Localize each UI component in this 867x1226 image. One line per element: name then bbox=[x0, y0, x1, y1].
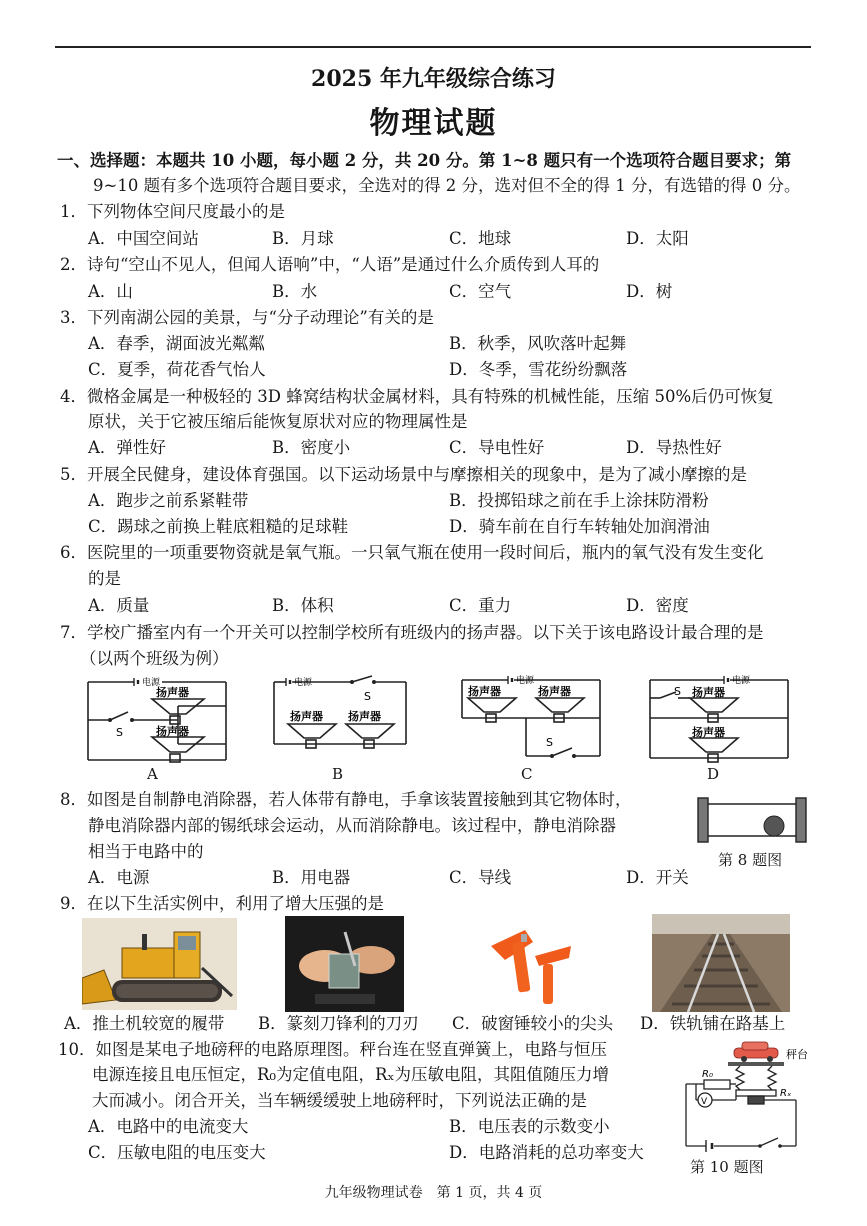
q8-option-c: C．导线 bbox=[449, 868, 512, 887]
exam-subtitle: 物理试题 bbox=[369, 106, 498, 141]
q7-stem: 7．学校广播室内有一个开关可以控制学校所有班级内的扬声器。以下关于该电路设计最合理的是 bbox=[60, 623, 764, 642]
q7b-switch-label: S bbox=[364, 690, 371, 703]
q10-stem-cont-1: 电源连接且电压恒定，R₀为定值电阻，Rₓ为压敏电阻，其阻值随压力增 bbox=[92, 1065, 609, 1084]
q8-figure bbox=[694, 792, 810, 848]
q7a-speaker-label-1: 扬声器 bbox=[156, 686, 189, 699]
q10-r0-label: R₀ bbox=[702, 1069, 713, 1080]
q4-option-d: D．导热性好 bbox=[626, 438, 722, 457]
q9-bulldozer-image bbox=[82, 918, 237, 1010]
q9-railway-track-image bbox=[652, 914, 790, 1012]
q8-figure-caption: 第 8 题图 bbox=[718, 851, 783, 869]
q4-option-c: C．导电性好 bbox=[449, 438, 545, 457]
q2-option-a: A．山 bbox=[88, 282, 133, 301]
q6-option-b: B．体积 bbox=[272, 596, 334, 615]
q7c-speaker-label-1: 扬声器 bbox=[468, 685, 501, 698]
q7-circuit-c bbox=[456, 672, 606, 768]
q7-circuit-b bbox=[268, 674, 413, 768]
q10-option-c: C．压敏电阻的电压变大 bbox=[88, 1143, 266, 1162]
q10-stem-cont-2: 大而减小。闭合开关，当车辆缓缓驶上地磅秤时，下列说法正确的是 bbox=[92, 1091, 587, 1110]
q7c-speaker-label-2: 扬声器 bbox=[538, 685, 571, 698]
q9-carving-knife-image bbox=[285, 916, 404, 1012]
q4-stem-cont: 原状，关于它被压缩后能恢复原状对应的物理属性是 bbox=[88, 412, 468, 431]
q5-option-d: D．骑车前在自行车转轴处加润滑油 bbox=[449, 517, 710, 536]
q8-stem: 8．如图是自制静电消除器，若人体带有静电，手拿该装置接触到其它物体时， bbox=[60, 790, 632, 809]
q7c-power-label: 电源 bbox=[516, 676, 535, 686]
q9-option-b: B．篆刻刀锋利的刀刃 bbox=[258, 1014, 419, 1033]
q10-platform-label: 秤台 bbox=[786, 1048, 808, 1061]
q7d-power-label: 电源 bbox=[732, 676, 751, 686]
q7b-power-label: 电源 bbox=[294, 678, 313, 688]
q7-label-a: A bbox=[147, 765, 158, 783]
q9-stem: 9．在以下生活实例中，利用了增大压强的是 bbox=[60, 894, 384, 913]
q5-option-c: C．踢球之前换上鞋底粗糙的足球鞋 bbox=[88, 517, 349, 536]
q6-stem: 6．医院里的一项重要物资就是氧气瓶。一只氧气瓶在使用一段时间后，瓶内的氧气没有发生变化 bbox=[60, 543, 764, 562]
q6-option-d: D．密度 bbox=[626, 596, 689, 615]
q10-option-a: A．电路中的电流变大 bbox=[88, 1117, 249, 1136]
q6-option-a: A．质量 bbox=[88, 596, 150, 615]
q1-option-b: B．月球 bbox=[272, 229, 334, 248]
exam-title: 2025 年九年级综合练习 bbox=[311, 66, 556, 92]
q5-option-b: B．投掷铅球之前在手上涂抹防滑粉 bbox=[449, 491, 709, 510]
q8-option-b: B．用电器 bbox=[272, 868, 351, 887]
q8-option-d: D．开关 bbox=[626, 868, 689, 887]
q10-stem: 10．如图是某电子地磅秤的电路原理图。秤台连在竖直弹簧上，电路与恒压 bbox=[58, 1040, 607, 1059]
q6-option-c: C．重力 bbox=[449, 596, 512, 615]
q7b-speaker-label-1: 扬声器 bbox=[290, 710, 323, 723]
q2-option-c: C．空气 bbox=[449, 282, 512, 301]
q1-option-d: D．太阳 bbox=[626, 229, 689, 248]
q9-option-d: D．铁轨铺在路基上 bbox=[640, 1014, 786, 1033]
q3-stem: 3．下列南湖公园的美景，与“分子动理论”有关的是 bbox=[60, 308, 434, 327]
q7-circuit-a bbox=[82, 674, 232, 768]
q9-safety-hammer-image bbox=[485, 916, 575, 1010]
section-heading-cont: 9~10 题有多个选项符合题目要求，全选对的得 2 分，选对但不全的得 1 分，有选错的得 0 分。 bbox=[93, 176, 801, 195]
q10-option-b: B．电压表的示数变小 bbox=[449, 1117, 610, 1136]
q7a-power-label: 电源 bbox=[142, 678, 161, 688]
q6-stem-cont: 的是 bbox=[88, 569, 121, 588]
q9-option-c: C．破窗锤较小的尖头 bbox=[452, 1014, 614, 1033]
q10-figure-caption: 第 10 题图 bbox=[690, 1158, 764, 1176]
q10-rx-label: Rₓ bbox=[780, 1088, 792, 1099]
q7a-speaker-label-2: 扬声器 bbox=[156, 725, 189, 738]
q4-stem: 4．微格金属是一种极轻的 3D 蜂窝结构状金属材料，具有特殊的机械性能，压缩 50%后仍可恢复 bbox=[60, 387, 774, 406]
q3-option-b: B．秋季，风吹落叶起舞 bbox=[449, 334, 627, 353]
q8-option-a: A．电源 bbox=[88, 868, 150, 887]
q10-voltmeter-label: V bbox=[701, 1097, 708, 1107]
top-rule bbox=[55, 46, 811, 48]
q10-option-d: D．电路消耗的总功率变大 bbox=[449, 1143, 644, 1162]
q1-stem: 1．下列物体空间尺度最小的是 bbox=[60, 202, 285, 221]
q2-option-b: B．水 bbox=[272, 282, 318, 301]
q2-stem: 2．诗句“空山不见人，但闻人语响”中，“人语”是通过什么介质传到人耳的 bbox=[60, 255, 600, 274]
q8-stem-cont-2: 相当于电路中的 bbox=[88, 842, 204, 861]
q3-option-c: C．夏季，荷花香气怡人 bbox=[88, 360, 266, 379]
q1-option-a: A．中国空间站 bbox=[88, 229, 199, 248]
q8-stem-cont-1: 静电消除器内部的锡纸球会运动，从而消除静电。该过程中，静电消除器 bbox=[88, 816, 616, 835]
q7-label-d: D bbox=[707, 765, 720, 783]
q7-circuit-d bbox=[644, 672, 794, 768]
section-heading: 一、选择题：本题共 10 小题，每小题 2 分，共 20 分。第 1~8 题只有一个选项符合题目要求；第 bbox=[57, 151, 792, 170]
q9-option-a: A．推土机较宽的履带 bbox=[64, 1014, 225, 1033]
q7-label-b: B bbox=[332, 765, 344, 783]
q4-option-b: B．密度小 bbox=[272, 438, 351, 457]
q7-stem-cont: （以两个班级为例） bbox=[80, 649, 229, 668]
q4-option-a: A．弹性好 bbox=[88, 438, 166, 457]
q7-label-c: C bbox=[521, 765, 533, 783]
q7d-speaker-label-2: 扬声器 bbox=[692, 726, 725, 739]
q2-option-d: D．树 bbox=[626, 282, 673, 301]
q3-option-d: D．冬季，雪花纷纷飘落 bbox=[449, 360, 628, 379]
q5-stem: 5．开展全民健身，建设体育强国。以下运动场景中与摩擦相关的现象中，是为了减小摩擦的是 bbox=[60, 465, 747, 484]
q7a-switch-label: S bbox=[116, 726, 123, 739]
q5-option-a: A．跑步之前系紧鞋带 bbox=[88, 491, 249, 510]
q1-option-c: C．地球 bbox=[449, 229, 512, 248]
q7d-speaker-label-1: 扬声器 bbox=[692, 686, 725, 699]
page-footer: 九年级物理试卷 第 1 页，共 4 页 bbox=[324, 1185, 543, 1201]
q7b-speaker-label-2: 扬声器 bbox=[348, 710, 381, 723]
q3-option-a: A．春季，湖面波光粼粼 bbox=[88, 334, 265, 353]
q10-circuit-figure bbox=[672, 1036, 822, 1156]
q7d-switch-label: S bbox=[674, 685, 681, 698]
q7c-switch-label: S bbox=[546, 736, 553, 749]
